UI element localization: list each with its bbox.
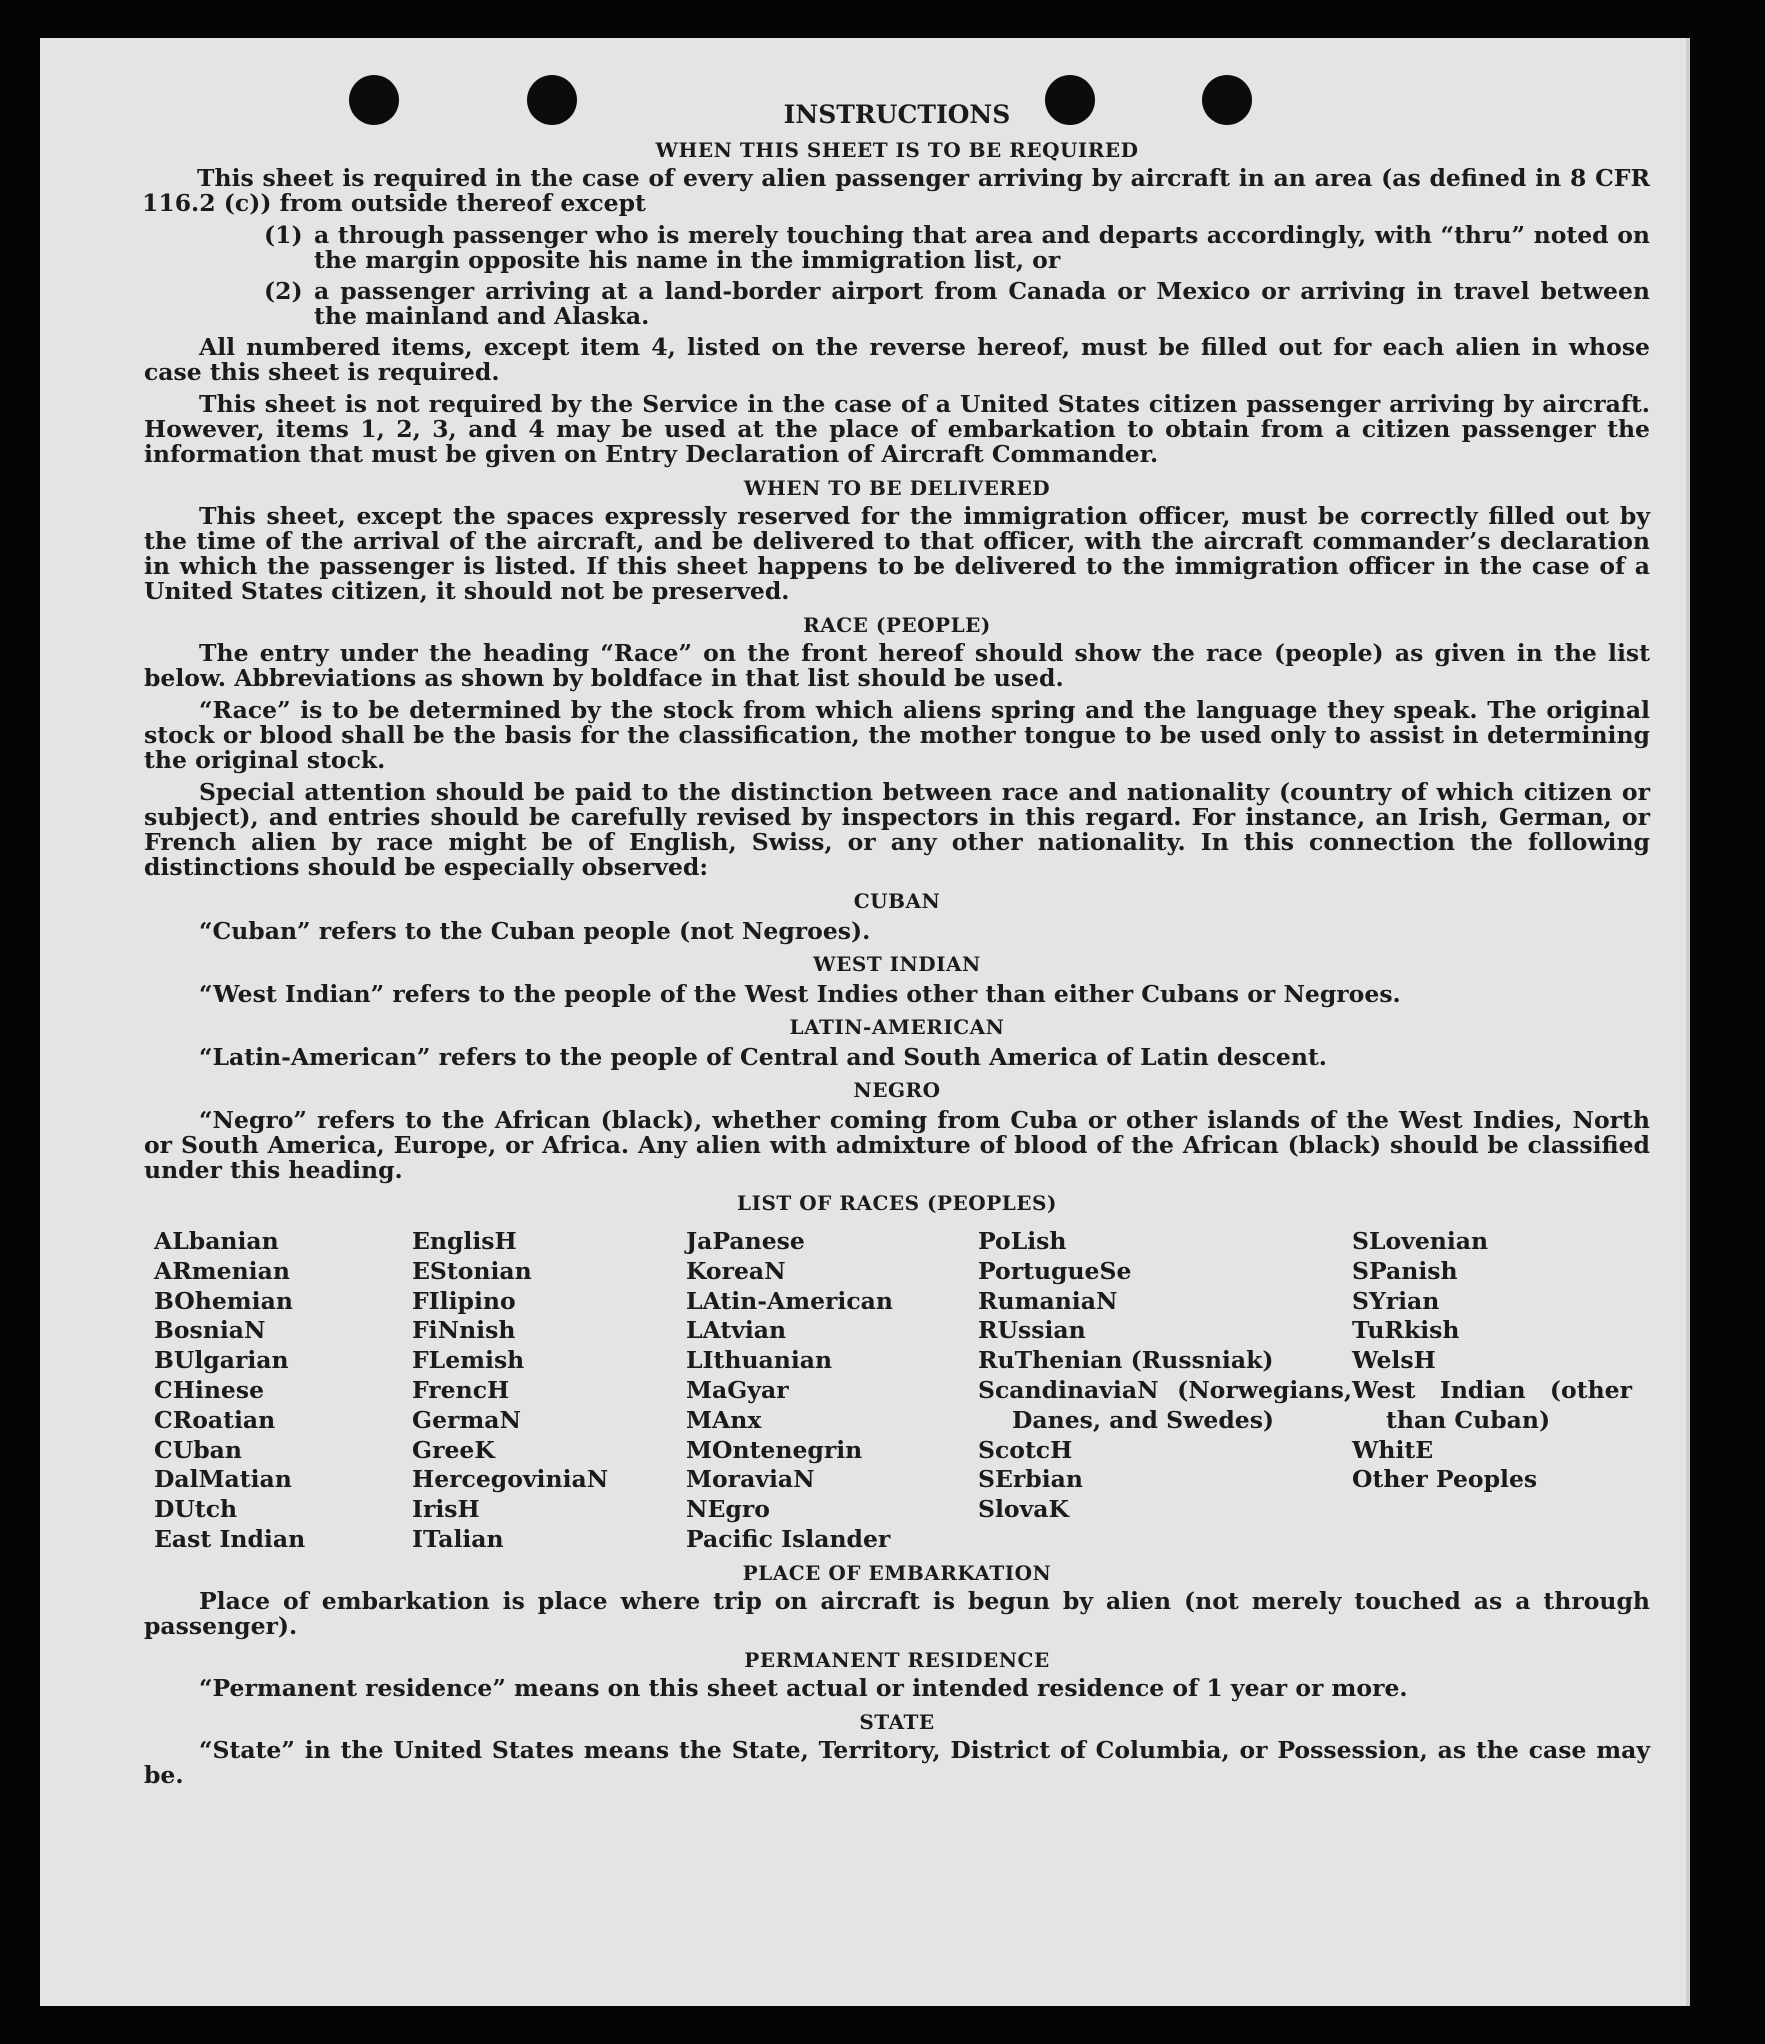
race-entry: WelsH (1352, 1346, 1436, 1375)
document-body (144, 98, 1650, 1795)
race-column (978, 1227, 1352, 1555)
item-number: (1) (264, 221, 303, 249)
page-title: INSTRUCTIONS (783, 100, 1011, 129)
race-entry: FiNnish (412, 1316, 516, 1345)
race-entry: ITalian (412, 1524, 504, 1553)
paragraph: “Race” is to be determined by the stock from which aliens spring and the language they speak. The original stock or blood shall be the basis for the classification, the mother tongue to be used only to assist in determining the original stock. (144, 696, 1650, 774)
race-entry: LIthuanian (686, 1346, 833, 1375)
section-heading: LATIN-AMERICAN (789, 1015, 1005, 1039)
item-text: a passenger arriving at a land-border airport from Canada or Mexico or arriving in travel between the mainland and Alaska. (314, 277, 1650, 330)
race-entry: CUban (154, 1435, 242, 1464)
section-heading: WEST INDIAN (813, 952, 981, 976)
race-entry: WhitE (1352, 1435, 1434, 1464)
section-heading: WHEN THIS SHEET IS TO BE REQUIRED (655, 138, 1139, 162)
race-entry: GreeK (412, 1435, 495, 1464)
race-entry: West Indian (other than Cuban) (1352, 1375, 1632, 1434)
race-entry: SPanish (1352, 1256, 1458, 1285)
paragraph: The entry under the heading “Race” on the front hereof should show the race (people) as given in the list below. Abbreviations as shown by boldface in that list should be used. (144, 639, 1650, 692)
race-entry: RUssian (978, 1316, 1086, 1345)
section-heading: CUBAN (853, 889, 941, 913)
paragraph: “State” in the United States means the State, Territory, District of Columbia, or Possession, as the case may be. (144, 1735, 1650, 1789)
race-entry: LAtin-American (686, 1286, 893, 1315)
race-entry: Pacific Islander (686, 1524, 891, 1553)
race-entry: EnglisH (412, 1227, 517, 1255)
race-entry: LAtvian (686, 1316, 787, 1345)
definition: “Negro” refers to the African (black), whether coming from Cuba or other islands of the West Indies, North or South America, Europe, or Africa. Any alien with admixture of blood of the African (black) should be classified under this heading. (144, 1106, 1650, 1184)
paragraph: Place of embarkation is place where trip on aircraft is begun by alien (not merely touched as a through passenger). (144, 1586, 1650, 1640)
race-entry: ALbanian (154, 1227, 279, 1255)
race-entry: FIlipino (412, 1286, 516, 1315)
race-column (686, 1227, 978, 1555)
race-entry: BOhemian (154, 1286, 293, 1315)
race-entry: ScotcH (978, 1435, 1073, 1464)
race-entry: NEgro (686, 1495, 770, 1524)
item-text: a through passenger who is merely touching that area and departs accordingly, with “thru” noted on the margin opposite his name in the immigration list, or (314, 221, 1650, 274)
section-heading: NEGRO (853, 1078, 941, 1102)
section-heading: STATE (859, 1709, 935, 1734)
paragraph: “Permanent residence” means on this sheet actual or intended residence of 1 year or more. (199, 1673, 1408, 1702)
race-entry: RuThenian (Russniak) (978, 1346, 1274, 1375)
race-entry: TuRkish (1352, 1316, 1460, 1345)
section-heading: LIST OF RACES (PEOPLES) (737, 1191, 1057, 1215)
race-entry: MaGyar (686, 1375, 789, 1404)
race-entry: PortugueSe (978, 1256, 1132, 1285)
paragraph: All numbered items, except item 4, listed on the reverse hereof, must be filled out for each alien in whose case this sheet is required. (144, 333, 1650, 386)
race-entry: CRoatian (154, 1405, 276, 1434)
section-heading: WHEN TO BE DELIVERED (743, 476, 1051, 500)
race-entry: SLovenian (1352, 1227, 1489, 1255)
section-heading: RACE (PEOPLE) (803, 613, 991, 637)
paragraph: This sheet is required in the case of every alien passenger arriving by aircraft in an area (as defined in 8 CFR 116.2 (c)) from outside thereof except (142, 164, 1650, 217)
definition: “Cuban” refers to the Cuban people (not Negroes). (199, 917, 871, 945)
race-entry: CHinese (154, 1375, 265, 1404)
race-entry: DUtch (154, 1495, 238, 1524)
race-entry: MOntenegrin (686, 1435, 863, 1464)
race-entry: DalMatian (154, 1465, 292, 1494)
race-entry: ScandinaviaN (Norwegians, Danes, and Swedes) (978, 1375, 1352, 1434)
item-number: (2) (264, 277, 303, 305)
race-list (154, 1227, 1650, 1555)
race-column (412, 1227, 686, 1555)
race-entry: BosniaN (154, 1316, 266, 1345)
numbered-item (264, 279, 1650, 329)
paragraph: Special attention should be paid to the distinction between race and nationality (country of which citizen or subject), and entries should be carefully revised by inspectors in this regard. For instance, an Irish, German, or French alien by race might be of English, Swiss, or any other nationality. In this connection the following distinctions should be especially observed: (144, 778, 1650, 881)
section-heading: PERMANENT RESIDENCE (744, 1647, 1050, 1672)
definition: “West Indian” refers to the people of the West Indies other than either Cubans or Negroes. (199, 980, 1401, 1008)
race-entry: SYrian (1352, 1286, 1440, 1315)
document-sheet (40, 38, 1690, 2006)
definition: “Latin-American” refers to the people of Central and South America of Latin descent. (199, 1043, 1327, 1071)
race-entry: MoraviaN (686, 1465, 815, 1494)
race-entry: East Indian (154, 1524, 306, 1553)
paragraph: This sheet is not required by the Service in the case of a United States citizen passenger arriving by aircraft. However, items 1, 2, 3, and 4 may be used at the place of embarkation to obtain from a citizen passenger the information that must be given on Entry Declaration of Aircraft Commander. (144, 390, 1650, 468)
race-entry: Other Peoples (1352, 1465, 1538, 1494)
race-entry: EStonian (412, 1256, 532, 1285)
race-entry: PoLish (978, 1227, 1067, 1255)
race-entry: RumaniaN (978, 1286, 1118, 1315)
section-heading: PLACE OF EMBARKATION (742, 1560, 1052, 1585)
race-entry: GermaN (412, 1405, 521, 1434)
race-entry: JaPanese (686, 1227, 805, 1255)
race-entry: KoreaN (686, 1256, 786, 1285)
race-entry: MAnx (686, 1405, 762, 1434)
paragraph: This sheet, except the spaces expressly reserved for the immigration officer, must be correctly filled out by the time of the arrival of the aircraft, and be delivered to that officer, with the aircraft commander’s declaration in which the passenger is listed. If this sheet happens to be delivered to the immigration officer in the case of a United States citizen, it should not be preserved. (144, 502, 1650, 605)
race-entry: SlovaK (978, 1495, 1069, 1524)
race-entry: IrisH (412, 1495, 480, 1524)
race-column (1352, 1227, 1632, 1555)
race-entry: HercegoviniaN (412, 1465, 609, 1494)
numbered-item (264, 223, 1650, 273)
race-entry: FLemish (412, 1346, 525, 1375)
race-entry: SErbian (978, 1465, 1083, 1494)
race-entry: ARmenian (154, 1256, 290, 1285)
race-column (154, 1227, 412, 1555)
race-entry: BUlgarian (154, 1346, 289, 1375)
race-entry: FrencH (412, 1375, 510, 1404)
